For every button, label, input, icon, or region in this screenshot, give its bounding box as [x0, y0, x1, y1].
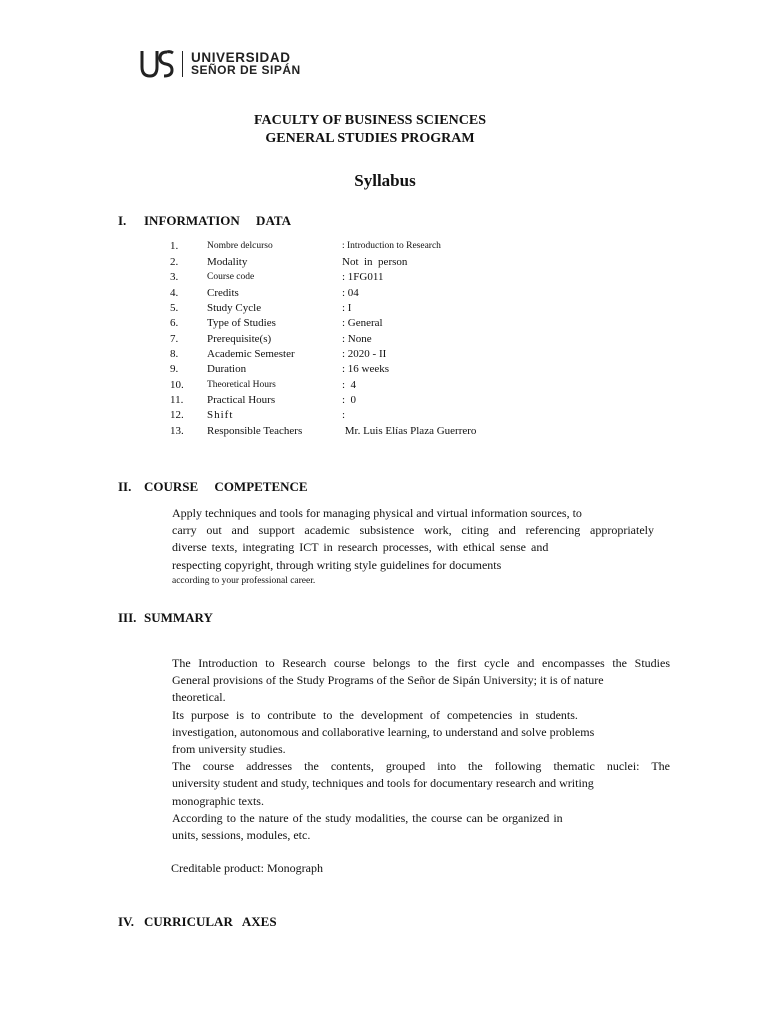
logo-line-1: UNIVERSIDAD — [191, 50, 291, 65]
text-line: diverse texts, integrating ICT in research processes, with ethical sense and — [172, 540, 549, 555]
info-row — [170, 424, 690, 439]
info-value: Mr. Luis Elías Plaza Guerrero — [342, 425, 477, 437]
text-line: The course addresses the contents, grouped into the following thematic nuclei: The — [172, 759, 670, 774]
info-row — [170, 408, 690, 423]
text-line: respecting copyright, through writing style guidelines for documents — [172, 557, 502, 572]
section-number: I. — [118, 213, 127, 228]
summary-paragraph — [172, 655, 670, 844]
section-heading-information — [118, 213, 291, 229]
info-label: Credits — [207, 287, 239, 299]
section-title: CURRICULAR AXES — [144, 914, 277, 929]
creditable-product: Creditable product: Monograph — [171, 861, 323, 875]
info-label: Type of Studies — [207, 317, 276, 329]
info-row — [170, 316, 690, 331]
info-row — [170, 255, 690, 270]
info-number: 12. — [170, 409, 184, 421]
logo-line-2: SEÑOR DE SIPÁN — [191, 63, 301, 77]
info-row — [170, 362, 690, 377]
info-label: Study Cycle — [207, 302, 262, 314]
text-line: Apply techniques and tools for managing physical and virtual information sources, to — [172, 506, 582, 520]
info-value: : 1FG011 — [342, 271, 384, 283]
info-number: 6. — [170, 317, 179, 329]
text-line: theoretical. — [172, 690, 226, 705]
section-number: III. — [118, 610, 137, 625]
info-row — [170, 332, 690, 347]
info-row — [170, 347, 690, 362]
info-value: : None — [342, 333, 372, 345]
info-number: 13. — [170, 425, 184, 437]
logo-divider — [182, 51, 183, 77]
info-value: Not in person — [342, 256, 408, 268]
info-label: Academic Semester — [207, 348, 295, 360]
section-heading-curricular-axes — [118, 914, 277, 930]
section-title: SUMMARY — [144, 610, 213, 625]
info-number: 9. — [170, 363, 179, 375]
info-label: Theoretical Hours — [207, 380, 276, 390]
competence-paragraph — [172, 505, 654, 588]
info-row — [170, 286, 690, 301]
faculty-heading: FACULTY OF BUSINESS SCIENCES — [254, 113, 486, 128]
info-value: : — [342, 409, 346, 421]
section-number: II. — [118, 479, 132, 494]
section-number: IV. — [118, 914, 135, 929]
info-label: Nombre delcurso — [207, 241, 273, 251]
text-line: university student and study, techniques and tools for documentary research and writing — [172, 776, 594, 791]
info-label: Duration — [207, 363, 247, 375]
info-row — [170, 270, 690, 285]
info-number: 3. — [170, 271, 179, 283]
info-number: 10. — [170, 379, 184, 391]
section-heading-competence — [118, 479, 308, 495]
uss-logo-mark-icon — [140, 49, 176, 79]
section-heading-summary — [118, 610, 213, 626]
info-number: 2. — [170, 256, 179, 268]
info-value: : 2020 - II — [342, 348, 387, 360]
info-number: 7. — [170, 333, 179, 345]
info-label: Prerequisite(s) — [207, 333, 272, 345]
info-value: : 16 weeks — [342, 363, 390, 375]
info-label: Course code — [207, 272, 255, 282]
program-heading: GENERAL STUDIES PROGRAM — [265, 131, 475, 146]
info-label: Modality — [207, 256, 248, 268]
info-value: : 4 — [342, 379, 357, 391]
text-line: monographic texts. — [172, 793, 264, 808]
info-number: 8. — [170, 348, 179, 360]
section-title: COURSE COMPETENCE — [144, 479, 308, 494]
info-value: : I — [342, 302, 352, 314]
text-line: According to the nature of the study modalities, the course can be organized in — [172, 810, 563, 825]
section-title: INFORMATION DATA — [144, 213, 291, 228]
info-number: 4. — [170, 287, 179, 299]
text-line: units, sessions, modules, etc. — [172, 828, 311, 843]
text-line: The Introduction to Research course belongs to the first cycle and encompasses the Studies — [172, 656, 670, 670]
info-label: Responsible Teachers — [207, 425, 303, 437]
info-number: 5. — [170, 302, 179, 314]
info-row — [170, 239, 690, 254]
info-row — [170, 301, 690, 316]
text-line: General provisions of the Study Programs of the Señor de Sipán University; it is of nature — [172, 673, 604, 688]
page-title: Syllabus — [354, 171, 416, 190]
info-label: Practical Hours — [207, 394, 276, 406]
info-value: : General — [342, 317, 383, 329]
info-value: : 04 — [342, 287, 359, 299]
info-value: : Introduction to Research — [342, 241, 441, 251]
university-logo — [140, 48, 301, 80]
info-number: 11. — [170, 394, 184, 406]
text-line: carry out and support academic subsistence work, citing and referencing appropriately — [172, 523, 654, 538]
text-line: Its purpose is to contribute to the development of competencies in students. — [172, 707, 578, 722]
text-line: investigation, autonomous and collaborative learning, to understand and solve problems — [172, 724, 595, 739]
info-row — [170, 378, 690, 393]
logo-wordmark — [191, 51, 301, 77]
info-value: : 0 — [342, 394, 357, 406]
info-label: Shift — [207, 409, 234, 421]
info-number: 1. — [170, 240, 179, 252]
text-line: according to your professional career. — [172, 575, 316, 586]
text-line: from university studies. — [172, 742, 286, 757]
info-row — [170, 393, 690, 408]
